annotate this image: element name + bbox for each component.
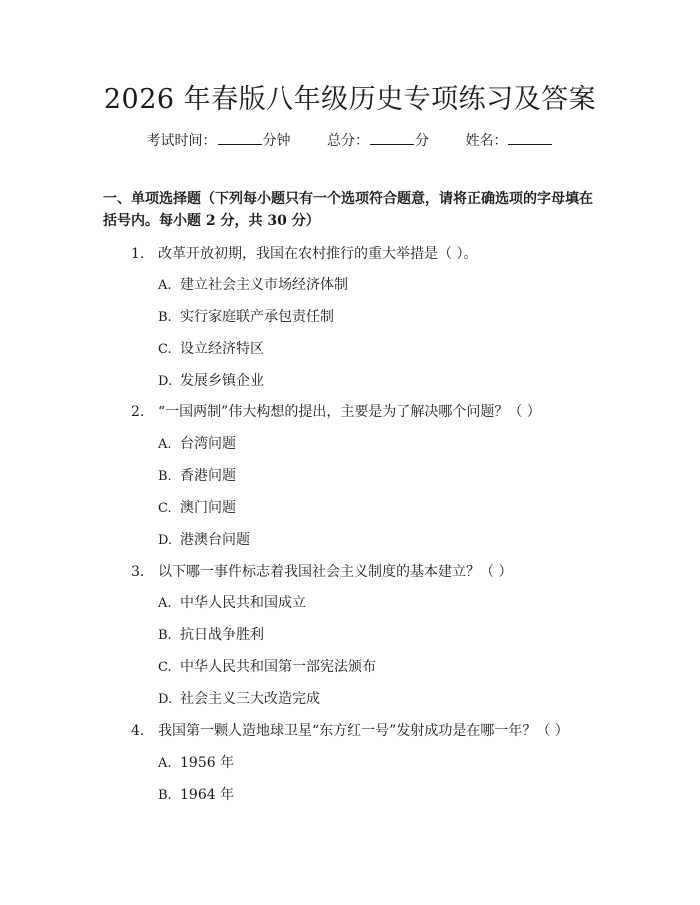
option-item: [158, 306, 598, 329]
option-text: 台湾问题: [180, 436, 236, 452]
question-number: 2.: [131, 404, 145, 420]
option-text: 建立社会主义市场经济体制: [180, 277, 348, 293]
option-item: [158, 433, 598, 456]
option-text: 中华人民共和国成立: [180, 595, 306, 611]
option-letter: A.: [158, 596, 172, 611]
option-letter: B.: [158, 628, 172, 643]
option-item: [158, 752, 598, 775]
option-text: 抗日战争胜利: [180, 627, 264, 643]
option-letter: A.: [158, 756, 172, 771]
section-header-single-choice: 一、单项选择题（下列每小题只有一个选项符合题意，请将正确选项的字母填在括号内。每小题 2 分，共 30 分）: [103, 191, 593, 229]
student-name-label: 姓名：: [465, 133, 508, 149]
option-letter: C.: [158, 501, 172, 516]
question-text: 改革开放初期，我国在农村推行的重大举措是（ ）。: [158, 246, 478, 262]
option-item: [158, 465, 598, 488]
option-text: 发展乡镇企业: [180, 373, 264, 389]
option-text: 1964 年: [180, 787, 235, 803]
option-item: [158, 688, 598, 711]
option-item: [158, 497, 598, 520]
question-stem: [131, 720, 601, 742]
exam-time-label: 考试时间：: [146, 133, 217, 149]
option-letter: D.: [158, 374, 173, 389]
option-letter: B.: [158, 310, 172, 325]
question-number: 3.: [131, 564, 145, 580]
total-score-label: 总分：: [327, 133, 369, 149]
total-score-unit: 分: [415, 133, 429, 149]
question-number: 1.: [131, 246, 145, 262]
option-text: 中华人民共和国第一部宪法颁布: [180, 659, 376, 675]
question-stem: [131, 401, 601, 423]
question-stem: [131, 561, 601, 583]
option-letter: B.: [158, 788, 172, 803]
student-name-field: [465, 130, 553, 152]
total-score-blank: [370, 130, 414, 145]
option-item: [158, 529, 598, 552]
student-name-blank: [508, 130, 552, 145]
exam-time-blank: [218, 130, 262, 145]
question-stem: [131, 243, 601, 265]
option-item: [158, 784, 598, 807]
exam-time-unit: 分钟: [262, 133, 291, 149]
option-letter: D.: [158, 692, 173, 707]
option-text: 实行家庭联产承包责任制: [180, 309, 334, 325]
option-letter: D.: [158, 533, 173, 548]
question-text: 我国第一颗人造地球卫星“东方红一号”发射成功是在哪一年？（ ）: [158, 723, 569, 739]
total-score-field: [327, 130, 429, 152]
question-number: 4.: [131, 723, 145, 739]
option-letter: C.: [158, 342, 172, 357]
option-text: 香港问题: [180, 468, 236, 484]
option-item: [158, 274, 598, 297]
document-title: 2026 年春版八年级历史专项练习及答案: [103, 84, 597, 115]
option-letter: C.: [158, 660, 172, 675]
option-text: 澳门问题: [180, 500, 236, 516]
question-text: 以下哪一事件标志着我国社会主义制度的基本建立？（ ）: [158, 564, 513, 580]
exam-time-field: [147, 130, 291, 152]
option-text: 港澳台问题: [180, 532, 250, 548]
option-text: 1956 年: [180, 755, 235, 771]
option-item: [158, 592, 598, 615]
option-text: 社会主义三大改造完成: [180, 691, 320, 707]
exam-info-line: [0, 130, 700, 152]
option-letter: A.: [158, 278, 172, 293]
option-text: 设立经济特区: [180, 341, 264, 357]
option-item: [158, 624, 598, 647]
option-item: [158, 338, 598, 361]
option-item: [158, 370, 598, 393]
option-letter: A.: [158, 437, 172, 452]
option-letter: B.: [158, 469, 172, 484]
question-text: “一国两制”伟大构想的提出，主要是为了解决哪个问题？（ ）: [158, 404, 541, 420]
option-item: [158, 656, 598, 679]
